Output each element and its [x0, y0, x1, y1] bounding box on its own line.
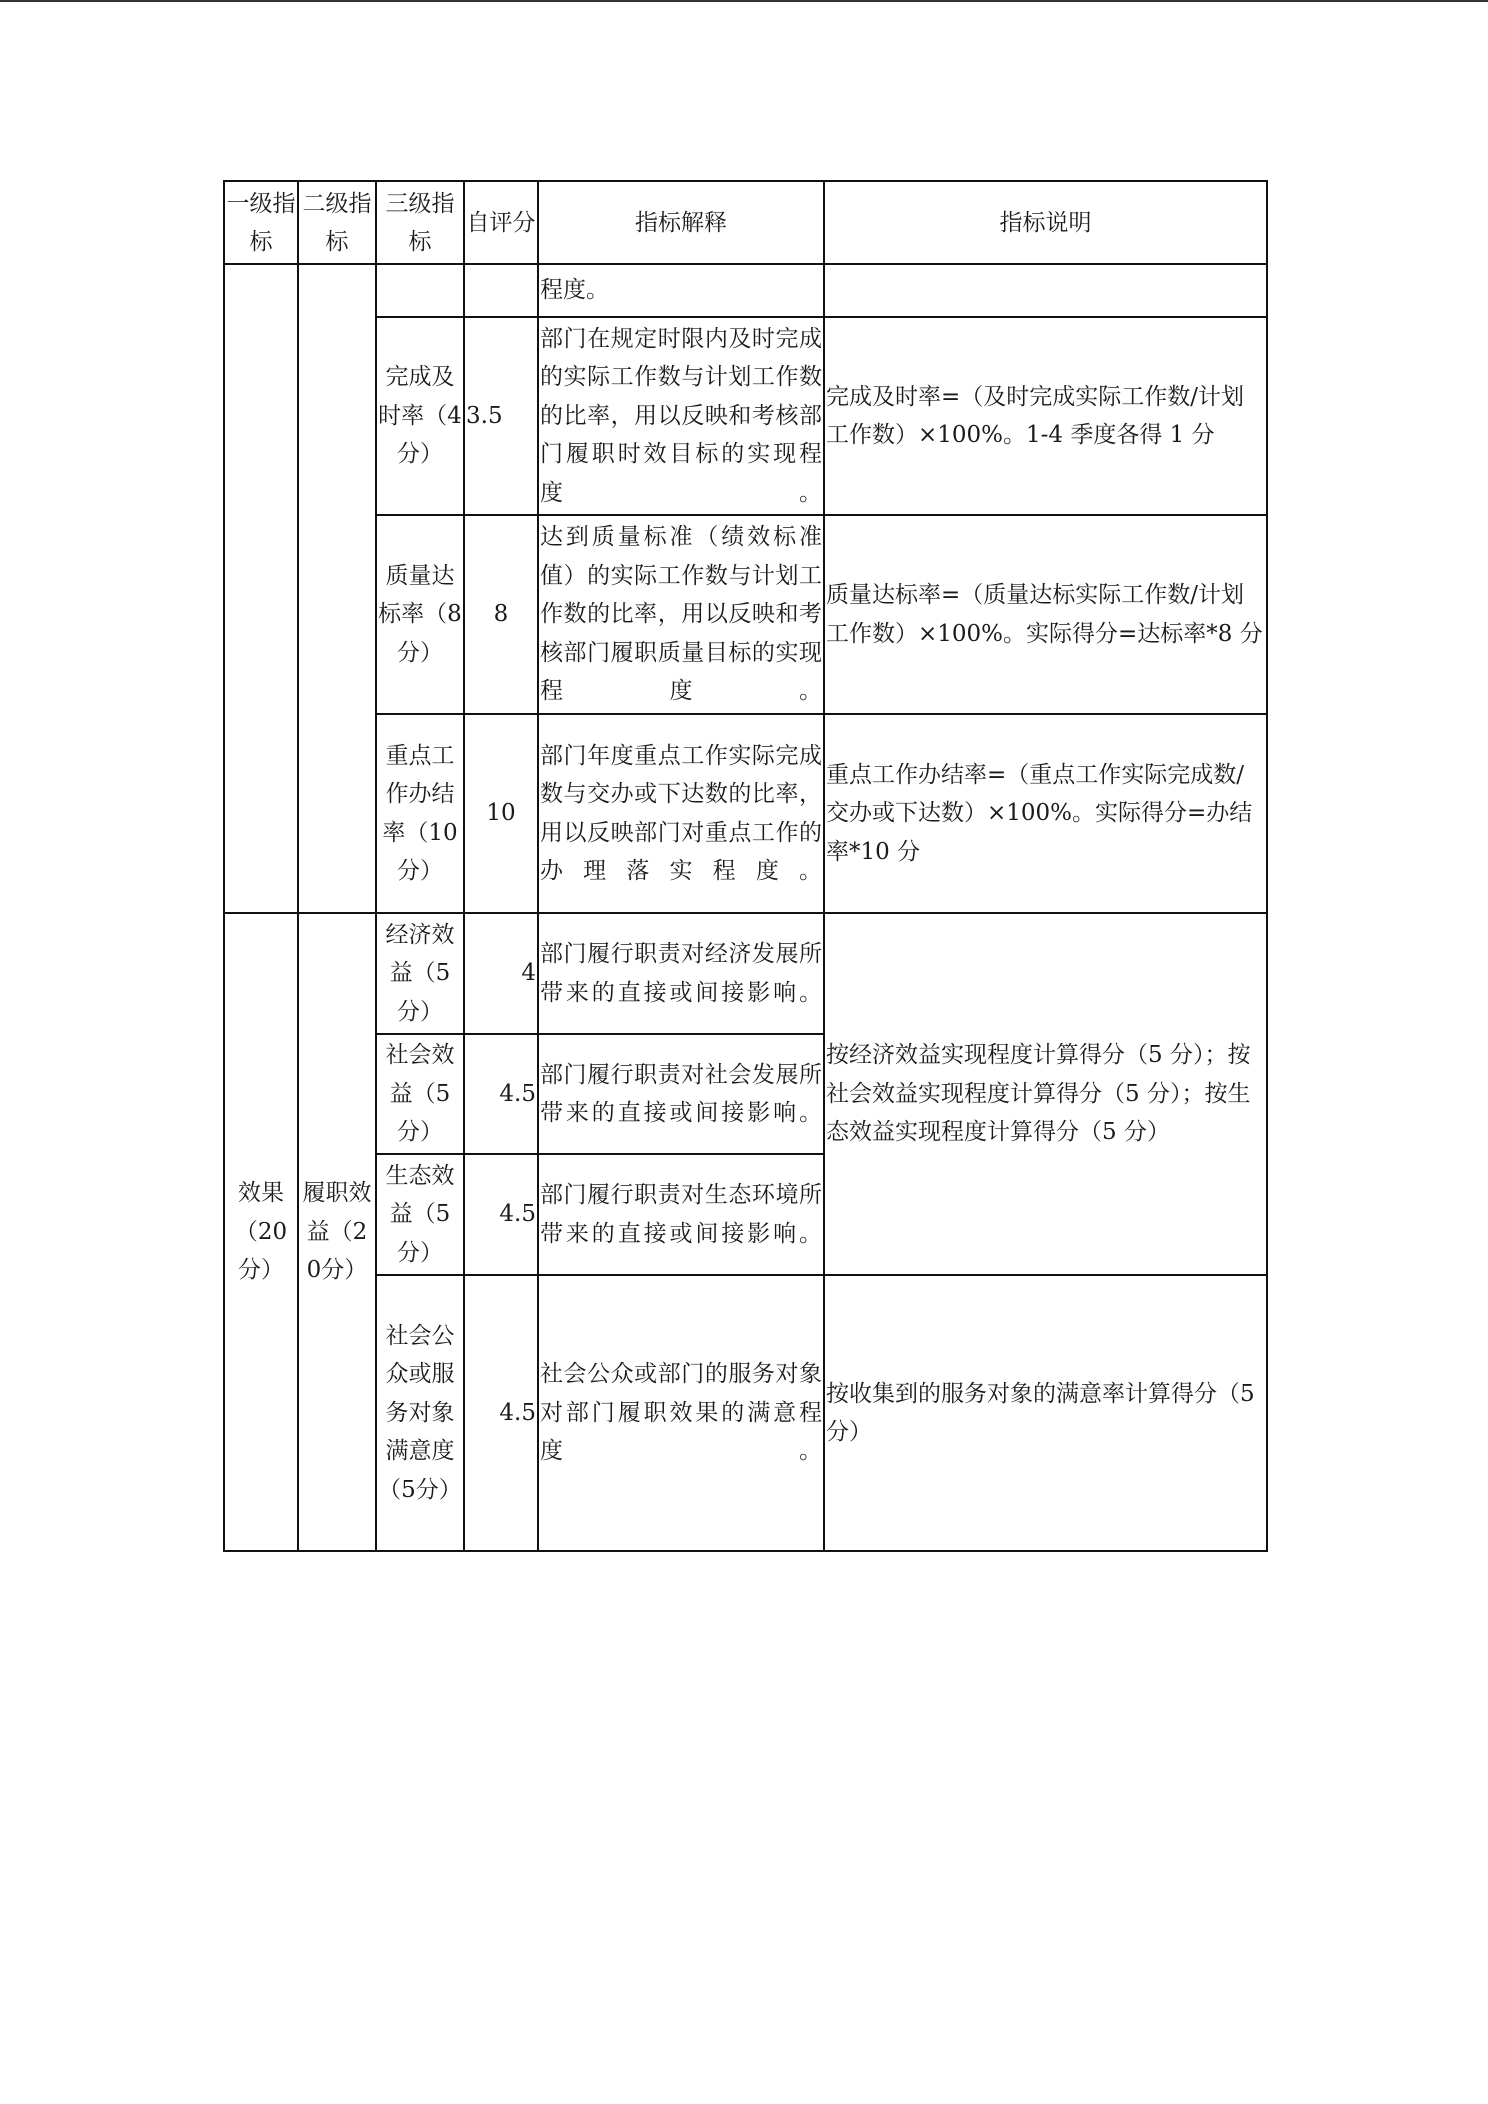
- description-cell: 重点工作办结率=（重点工作实际完成数/交办或下达数）×100%。实际得分=办结率*10 分: [824, 714, 1267, 913]
- level3-cell: 完成及时率（4分）: [376, 317, 464, 515]
- table-row: [224, 1275, 1267, 1551]
- table-row: [224, 317, 1267, 515]
- level2-cell-empty: [298, 264, 376, 913]
- description-cell: 质量达标率=（质量达标实际工作数/计划工作数）×100%。实际得分=达标率*8 分: [824, 515, 1267, 714]
- level1-cell-effect: 效果（20分）: [224, 913, 298, 1551]
- score-cell: 8: [464, 515, 538, 714]
- score-cell: 4.5: [464, 1275, 538, 1551]
- description-cell: [824, 264, 1267, 317]
- score-cell: 3.5: [464, 317, 538, 515]
- level3-cell: 质量达标率（8分）: [376, 515, 464, 714]
- effect-group-description: 按经济效益实现程度计算得分（5 分）；按社会效益实现程度计算得分（5 分）；按生态效益实现程度计算得分（5 分）: [824, 913, 1267, 1275]
- explanation-cell: 部门在规定时限内及时完成的实际工作数与计划工作数的比率，用以反映和考核部门履职时效目标的实现程度。: [538, 317, 824, 515]
- explanation-cell: 社会公众或部门的服务对象对部门履职效果的满意程度。: [538, 1275, 824, 1551]
- level3-cell: 社会公众或服务对象满意度（5分）: [376, 1275, 464, 1551]
- explanation-cell: 部门年度重点工作实际完成数与交办或下达数的比率，用以反映部门对重点工作的办理落实程度。: [538, 714, 824, 913]
- header-level2: 二级指标: [298, 181, 376, 264]
- level3-cell: 生态效益（5分）: [376, 1154, 464, 1275]
- table-row: [224, 264, 1267, 317]
- level3-cell: 经济效益（5分）: [376, 913, 464, 1034]
- header-level1: 一级指标: [224, 181, 298, 264]
- score-cell: 4.5: [464, 1034, 538, 1154]
- level3-cell: 重点工作办结率（10分）: [376, 714, 464, 913]
- explanation-cell: 部门履行职责对生态环境所带来的直接或间接影响。: [538, 1154, 824, 1275]
- header-score: 自评分: [464, 181, 538, 264]
- description-cell: 按收集到的服务对象的满意率计算得分（5 分）: [824, 1275, 1267, 1551]
- level3-cell: [376, 264, 464, 317]
- header-description: 指标说明: [824, 181, 1267, 264]
- header-explanation: 指标解释: [538, 181, 824, 264]
- level3-cell: 社会效益（5分）: [376, 1034, 464, 1154]
- explanation-cell: 部门履行职责对经济发展所带来的直接或间接影响。: [538, 913, 824, 1034]
- table-row: [224, 714, 1267, 913]
- explanation-cell: 部门履行职责对社会发展所带来的直接或间接影响。: [538, 1034, 824, 1154]
- level1-cell-empty: [224, 264, 298, 913]
- score-cell: [464, 264, 538, 317]
- header-level3: 三级指标: [376, 181, 464, 264]
- table-header-row: [224, 181, 1267, 264]
- score-cell: 4.5: [464, 1154, 538, 1275]
- level2-cell-effect: 履职效益（20分）: [298, 913, 376, 1551]
- performance-indicator-table: [223, 180, 1268, 1552]
- explanation-cell: 达到质量标准（绩效标准值）的实际工作数与计划工作数的比率，用以反映和考核部门履职质量目标的实现程度。: [538, 515, 824, 714]
- table-row: [224, 515, 1267, 714]
- score-cell: 4: [464, 913, 538, 1034]
- page-top-border: [0, 0, 1488, 2]
- description-cell: 完成及时率=（及时完成实际工作数/计划工作数）×100%。1-4 季度各得 1 分: [824, 317, 1267, 515]
- explanation-cell: 程度。: [538, 264, 824, 317]
- score-cell: 10: [464, 714, 538, 913]
- table-row: [224, 913, 1267, 1034]
